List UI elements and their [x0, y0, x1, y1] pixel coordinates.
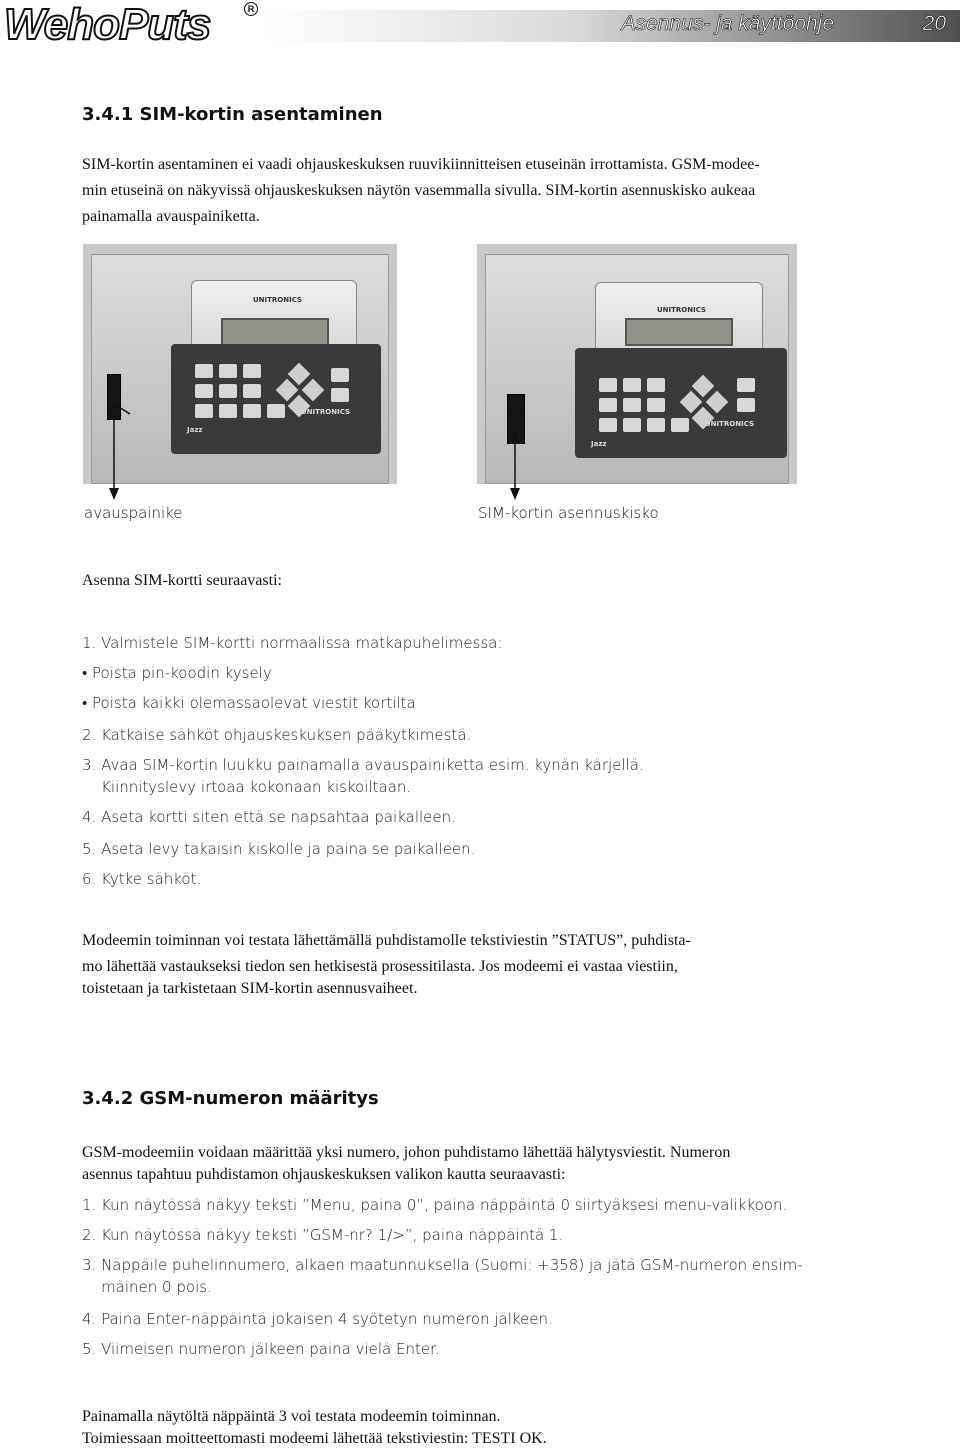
document-title: Asennus- ja käyttöohje — [621, 12, 834, 35]
step-item: 5. Aseta levy takaisin kiskolle ja paina se paikalleen. — [82, 840, 476, 858]
step-item: 2. Katkaise sähköt ohjauskeskuksen pääkytkimestä. — [82, 726, 472, 744]
gsm-step: 3. Näppäile puhelinnumero, alkaen maatunnuksella (Suomi: +358) ja jätä GSM-numeron ensim- — [82, 1256, 803, 1274]
registered-mark: R — [244, 2, 258, 16]
step-item: 3. Avaa SIM-kortin luukku painamalla avauspainiketta esim. kynän kärjellä. — [82, 756, 644, 774]
gsm-step: 5. Viimeisen numeron jälkeen paina vielä Enter. — [82, 1340, 440, 1358]
controller-photo-closed: UNITRONICS Jazz UNITRONICS — [83, 244, 397, 484]
step-item: Kiinnityslevy irtoaa kokonaan kiskoiltaan. — [82, 778, 412, 796]
section-heading-sim-install: 3.4.1 SIM-kortin asentaminen — [82, 104, 383, 125]
footer-note: Painamalla näytöltä näppäintä 3 voi testata modeemin toiminnan. — [82, 1408, 501, 1425]
gsm-intro-line: GSM-modeemiin voidaan määrittää yksi numero, johon puhdistamo lähettää hälytysviestit. Numeron — [82, 1144, 731, 1161]
step-item: 1. Valmistele SIM-kortti normaalissa matkapuhelimessa: — [82, 634, 503, 652]
brand-logo: WehoPuts — [4, 0, 211, 49]
caption-release-button: avauspainike — [84, 504, 183, 522]
gsm-intro-line: asennus tapahtuu puhdistamon ohjauskeskuksen valikon kautta seuraavasti: — [82, 1166, 566, 1183]
step-item: 6. Kytke sähköt. — [82, 870, 202, 888]
step-item: 4. Aseta kortti siten että se napsahtaa paikalleen. — [82, 808, 456, 826]
page-number: 20 — [922, 12, 946, 35]
callout-arrows — [0, 0, 960, 560]
controller-photo-open: UNITRONICS Jazz UNITRONICS — [477, 244, 797, 484]
intro-line: min etuseinä on näkyvissä ohjauskeskuksen näytön vasemmalla sivulla. SIM-kortin asennuskisko aukeaa — [82, 182, 756, 199]
intro-line: SIM-kortin asentaminen ei vaadi ohjauskeskuksen ruuvikiinnitteisen etuseinän irrottamista. GSM-modee- — [82, 156, 760, 173]
step-bullet: • Poista pin-koodin kysely — [82, 664, 272, 682]
gsm-step: 4. Paina Enter-näppäintä jokaisen 4 syötetyn numeron jälkeen. — [82, 1310, 553, 1328]
gsm-step: 1. Kun näytössä näkyy teksti ”Menu, paina 0”, paina näppäintä 0 siirtyäksesi menu-valikkoon. — [82, 1196, 788, 1214]
section-heading-gsm-number: 3.4.2 GSM-numeron määritys — [82, 1088, 379, 1109]
intro-line: painamalla avauspainiketta. — [82, 208, 260, 225]
steps-intro: Asenna SIM-kortti seuraavasti: — [82, 572, 282, 589]
test-paragraph-line: mo lähettää vastaukseksi tiedon sen hetkisestä prosessitilasta. Jos modeemi ei vastaa viestiin, — [82, 958, 678, 975]
gsm-step: 2. Kun näytössä näkyy teksti ”GSM-nr? 1/>”, paina näppäintä 1. — [82, 1226, 564, 1244]
test-paragraph-line: toistetaan ja tarkistetaan SIM-kortin asennusvaiheet. — [82, 980, 418, 997]
caption-sim-tray: SIM-kortin asennuskisko — [478, 504, 659, 522]
test-paragraph-line: Modeemin toiminnan voi testata lähettämällä puhdistamolle tekstiviestin ”STATUS”, puhdista- — [82, 932, 691, 949]
footer-note: Toimiessaan moitteettomasti modeemi lähettää tekstiviestin: TESTI OK. — [82, 1430, 547, 1447]
gsm-step: mäinen 0 pois. — [82, 1278, 212, 1296]
step-bullet: • Poista kaikki olemassaolevat viestit kortilta — [82, 694, 416, 712]
